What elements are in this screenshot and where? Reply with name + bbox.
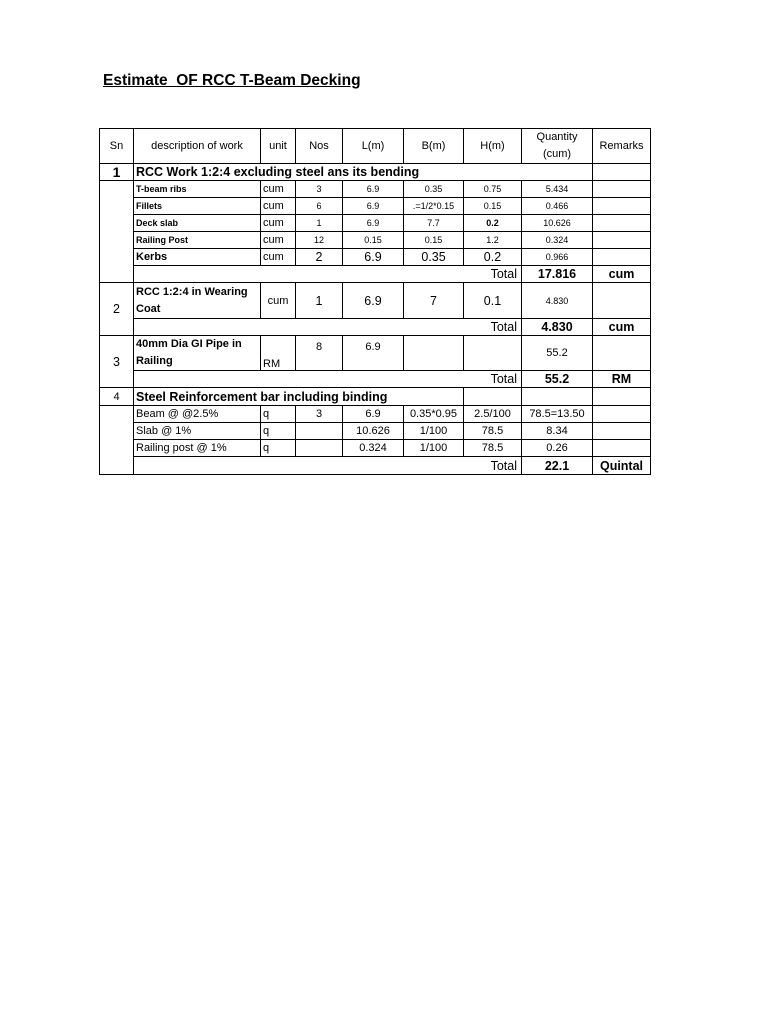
row-desc: Slab @ 1%: [134, 423, 261, 440]
table-row: [100, 215, 651, 232]
section-2-nos: 1: [296, 283, 343, 319]
row-nos: 2: [296, 249, 343, 266]
row-unit: q: [261, 423, 296, 440]
section-2-sn: 2: [100, 283, 134, 336]
section-1-total-label: Total: [134, 266, 522, 283]
row-nos: [296, 423, 343, 440]
section-1-total-unit: cum: [593, 266, 651, 283]
row-remarks: [593, 215, 651, 232]
section-3-sn: 3: [100, 336, 134, 388]
table-row: [100, 440, 651, 457]
section-1-total-value: 17.816: [522, 266, 593, 283]
header-quantity-line2: (cum): [542, 148, 572, 160]
section-2-total-row: [100, 319, 651, 336]
section-2-breadth: 7: [404, 283, 464, 319]
row-quantity: 0.466: [522, 198, 593, 215]
row-unit: cum: [261, 249, 296, 266]
row-height: 0.75: [464, 181, 522, 198]
row-desc: Railing post @ 1%: [134, 440, 261, 457]
table-row: [100, 232, 651, 249]
section-1-total-row: [100, 266, 651, 283]
row-length: 6.9: [343, 181, 404, 198]
row-unit: cum: [261, 181, 296, 198]
row-breadth: 1/100: [404, 440, 464, 457]
row-breadth: 7.7: [404, 215, 464, 232]
row-remarks: [593, 406, 651, 423]
section-2-height: 0.1: [464, 283, 522, 319]
row-height: 0.15: [464, 198, 522, 215]
section-1-sn: 1: [100, 164, 134, 181]
section-1-remarks: [593, 164, 651, 181]
row-unit: q: [261, 406, 296, 423]
page-title: Estimate OF RCC T-Beam Decking: [103, 72, 361, 89]
row-nos: 3: [296, 181, 343, 198]
header-quantity: [522, 129, 593, 164]
section-2-unit: cum: [261, 283, 296, 319]
table-row: [100, 406, 651, 423]
section-3-remarks: [593, 336, 651, 371]
header-nos: Nos: [296, 129, 343, 164]
section-3-nos: 8: [296, 336, 343, 371]
row-length: 6.9: [343, 198, 404, 215]
row-desc: Kerbs: [134, 249, 261, 266]
row-quantity: 5.434: [522, 181, 593, 198]
row-breadth: 0.35: [404, 181, 464, 198]
table-row: [100, 423, 651, 440]
row-breadth: 0.35: [404, 249, 464, 266]
section-3-row: [100, 336, 651, 371]
row-height: 78.5: [464, 423, 522, 440]
section-2-total-value: 4.830: [522, 319, 593, 336]
section-3-breadth: [404, 336, 464, 371]
header-row: [100, 129, 651, 164]
row-quantity: 0.966: [522, 249, 593, 266]
row-height: 0.2: [464, 215, 522, 232]
section-4-total-label: Total: [134, 457, 522, 475]
row-desc: Deck slab: [134, 215, 261, 232]
row-nos: 1: [296, 215, 343, 232]
row-breadth: .=1/2*0.15: [404, 198, 464, 215]
row-unit: cum: [261, 198, 296, 215]
header-length: L(m): [343, 129, 404, 164]
row-remarks: [593, 423, 651, 440]
row-unit: cum: [261, 232, 296, 249]
header-description: description of work: [134, 129, 261, 164]
row-remarks: [593, 181, 651, 198]
row-desc: Railing Post: [134, 232, 261, 249]
section-1-title: RCC Work 1:2:4 excluding steel ans its bending: [134, 164, 593, 181]
section-4-title-row: [100, 388, 651, 406]
section-4-sn: 4: [100, 388, 134, 406]
section-2-total-label: Total: [134, 319, 522, 336]
section-3-quantity: 55.2: [522, 336, 593, 371]
row-length: 6.9: [343, 215, 404, 232]
row-unit: cum: [261, 215, 296, 232]
table-row: [100, 181, 651, 198]
row-quantity: 10.626: [522, 215, 593, 232]
section-4-title: Steel Reinforcement bar including binding: [134, 388, 464, 406]
table-row: [100, 198, 651, 215]
row-length: 0.15: [343, 232, 404, 249]
section-2-total-unit: cum: [593, 319, 651, 336]
row-remarks: [593, 249, 651, 266]
section-1-sn-blank: [100, 181, 134, 283]
row-remarks: [593, 440, 651, 457]
estimate-table: [99, 128, 651, 475]
section-4-blank-b: [522, 388, 593, 406]
section-4-sn-blank: [100, 406, 134, 475]
section-4-total-row: [100, 457, 651, 475]
header-unit: unit: [261, 129, 296, 164]
section-2-desc: RCC 1:2:4 in Wearing Coat: [134, 283, 261, 319]
row-quantity: 8.34: [522, 423, 593, 440]
header-remarks: Remarks: [593, 129, 651, 164]
row-nos: [296, 440, 343, 457]
row-breadth: 1/100: [404, 423, 464, 440]
row-height: 0.2: [464, 249, 522, 266]
row-height: 1.2: [464, 232, 522, 249]
section-1-title-row: [100, 164, 651, 181]
row-remarks: [593, 198, 651, 215]
section-3-unit: RM: [261, 336, 296, 371]
section-3-total-label: Total: [134, 371, 522, 388]
section-2-length: 6.9: [343, 283, 404, 319]
row-quantity: 78.5=13.50: [522, 406, 593, 423]
section-3-length: 6.9: [343, 336, 404, 371]
section-4-total-unit: Quintal: [593, 457, 651, 475]
section-3-height: [464, 336, 522, 371]
row-breadth: 0.35*0.95: [404, 406, 464, 423]
row-length: 6.9: [343, 249, 404, 266]
row-nos: 6: [296, 198, 343, 215]
section-2-remarks: [593, 283, 651, 319]
row-remarks: [593, 232, 651, 249]
row-desc: Fillets: [134, 198, 261, 215]
row-quantity: 0.324: [522, 232, 593, 249]
row-quantity: 0.26: [522, 440, 593, 457]
section-3-total-value: 55.2: [522, 371, 593, 388]
section-3-total-row: [100, 371, 651, 388]
section-2-row: [100, 283, 651, 319]
section-4-blank-c: [593, 388, 651, 406]
row-desc: Beam @ @2.5%: [134, 406, 261, 423]
section-2-quantity: 4.830: [522, 283, 593, 319]
row-length: 0.324: [343, 440, 404, 457]
row-length: 6.9: [343, 406, 404, 423]
row-unit: q: [261, 440, 296, 457]
row-nos: 3: [296, 406, 343, 423]
row-nos: 12: [296, 232, 343, 249]
row-desc: T-beam ribs: [134, 181, 261, 198]
header-quantity-line1: Quantity: [536, 131, 578, 143]
section-3-desc: 40mm Dia GI Pipe in Railing: [134, 336, 261, 371]
section-3-total-unit: RM: [593, 371, 651, 388]
section-4-blank-a: [464, 388, 522, 406]
table-row: [100, 249, 651, 266]
header-breadth: B(m): [404, 129, 464, 164]
row-length: 10.626: [343, 423, 404, 440]
row-breadth: 0.15: [404, 232, 464, 249]
header-sn: Sn: [100, 129, 134, 164]
header-height: H(m): [464, 129, 522, 164]
row-height: 78.5: [464, 440, 522, 457]
section-4-total-value: 22.1: [522, 457, 593, 475]
row-height: 2.5/100: [464, 406, 522, 423]
